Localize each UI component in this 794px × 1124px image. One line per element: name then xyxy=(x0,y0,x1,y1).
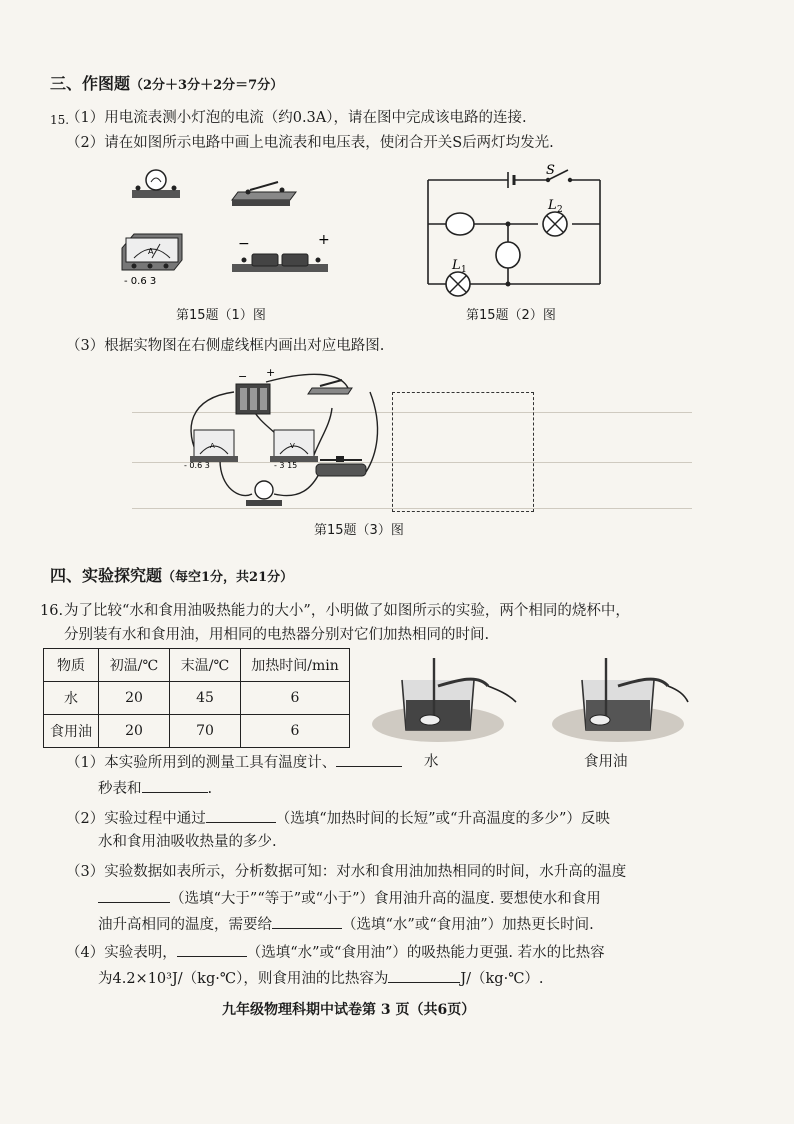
fig3-voltmeter xyxy=(270,430,318,462)
beaker-oil xyxy=(552,658,688,742)
battery-box xyxy=(236,384,270,414)
q16-s1-text: （1）本实验所用到的测量工具有温度计、 xyxy=(66,755,337,771)
table-cell: 食用油 xyxy=(44,715,99,748)
section-4-title: 四、实验探究题 xyxy=(50,566,163,585)
q16-s3-line3 xyxy=(98,914,594,935)
lamp-l1 xyxy=(446,272,470,296)
q16-s1-text-2: 秒表和 xyxy=(98,781,142,797)
battery-plus-label: + xyxy=(318,232,330,248)
q16-s1-end: . xyxy=(207,781,213,797)
fig15-1-components xyxy=(120,160,340,290)
l2-label: L xyxy=(548,198,557,213)
q16-s4-text: （4）实验表明， xyxy=(66,945,177,961)
fig3-minus-label: − xyxy=(238,370,248,383)
q15-number: 15. xyxy=(50,113,70,127)
q15-part2: （2）请在如图所示电路中画上电流表和电压表，使闭合开关S后两灯均发光. xyxy=(66,135,554,151)
table-cell: 20 xyxy=(99,682,170,715)
ammeter-component xyxy=(122,234,182,270)
lamp-l2 xyxy=(543,212,567,236)
beaker-water xyxy=(372,658,516,742)
table-row xyxy=(44,682,350,715)
fig15-2-circuit xyxy=(420,162,610,302)
q16-intro-2: 分别装有水和食用油，用相同的电热器分别对它们加热相同的时间. xyxy=(64,627,490,643)
q16-s3-text-2: （选填“大于”“等于”或“小于”）食用油升高的温度. 要想使水和食用 xyxy=(170,891,601,907)
fig15-3-caption: 第15题（3）图 xyxy=(314,523,404,538)
beaker-oil-label: 食用油 xyxy=(584,754,628,770)
q16-blank-1[interactable] xyxy=(336,752,402,767)
table-cell: 水 xyxy=(44,682,99,715)
fig3-switch xyxy=(308,380,352,394)
table-header: 物质 xyxy=(44,649,99,682)
q16-s3-line2 xyxy=(98,888,601,909)
table-header: 末温/℃ xyxy=(170,649,241,682)
battery-minus-label: − xyxy=(238,236,250,252)
l1-sub: 1 xyxy=(461,265,467,275)
section-3-title: 三、作图题 xyxy=(50,74,131,93)
battery-component xyxy=(232,254,328,272)
fig3-bulb xyxy=(246,481,282,506)
fig15-3-components xyxy=(180,368,380,516)
q16-s4-line2 xyxy=(98,968,544,989)
beaker-water-label: 水 xyxy=(424,754,439,770)
q16-s1-line2 xyxy=(98,778,212,799)
table-cell: 20 xyxy=(99,715,170,748)
q16-data-table xyxy=(43,648,350,748)
section-3-points: （2分＋3分＋2分＝7分） xyxy=(130,78,284,93)
meter-slot-middle xyxy=(496,242,520,268)
q15-part1: （1）用电流表测小灯泡的电流（约0.3A），请在图中完成该电路的连接. xyxy=(66,110,527,126)
q16-intro-1: 为了比较“水和食用油吸热能力的大小”，小明做了如图所示的实验，两个相同的烧杯中， xyxy=(64,603,630,619)
page-footer: 九年级物理科期中试卷第 3 页（共6页） xyxy=(222,1002,476,1018)
fig3-plus-label: + xyxy=(266,366,276,379)
table-header-row xyxy=(44,649,350,682)
q16-blank-6[interactable] xyxy=(177,942,247,957)
table-header: 初温/℃ xyxy=(99,649,170,682)
fig3-ammeter-scale: - 0.6 3 xyxy=(184,461,210,470)
q16-s2-text: （2）实验过程中通过 xyxy=(66,811,206,827)
q16-s2-line2: 水和食用油吸收热量的多少. xyxy=(98,834,277,850)
q16-number: 16. xyxy=(40,603,64,619)
q16-s2-line1 xyxy=(66,808,610,829)
l2-sub: 2 xyxy=(557,205,563,215)
fig15-2-caption: 第15题（2）图 xyxy=(466,308,556,323)
table-cell: 45 xyxy=(170,682,241,715)
meter-slot-left xyxy=(446,213,474,235)
l1-label: L xyxy=(452,258,461,273)
table-header: 加热时间/min xyxy=(241,649,350,682)
q16-s1-line1 xyxy=(66,752,402,773)
table-cell: 70 xyxy=(170,715,241,748)
q16-s3-text-4: （选填“水”或“食用油”）加热更长时间. xyxy=(342,917,594,933)
svg-text:A: A xyxy=(148,247,154,256)
circuit-answer-box[interactable] xyxy=(392,392,534,512)
table-cell: 6 xyxy=(241,715,350,748)
q16-s2-text-2: （选填“加热时间的长短”或“升高温度的多少”）反映 xyxy=(275,811,610,827)
fig3-voltmeter-letter: V xyxy=(290,442,295,450)
q16-blank-7[interactable] xyxy=(388,968,460,983)
q16-blank-3[interactable] xyxy=(206,808,276,823)
section-4-points: （每空1分，共21分） xyxy=(162,570,294,585)
fig15-1-caption: 第15题（1）图 xyxy=(176,308,266,323)
q16-s4-text-2: （选填“水”或“食用油”）的吸热能力更强. 若水的比热容 xyxy=(246,945,605,961)
section-3-heading xyxy=(50,74,283,96)
fig3-voltmeter-scale: - 3 15 xyxy=(274,461,298,470)
table-cell: 6 xyxy=(241,682,350,715)
q16-s4-line1 xyxy=(66,942,605,963)
q16-blank-5[interactable] xyxy=(272,914,342,929)
fig3-ammeter-letter: A xyxy=(210,442,215,450)
fig3-ammeter xyxy=(190,430,238,462)
q16-blank-2[interactable] xyxy=(142,778,208,793)
q16-blank-4[interactable] xyxy=(98,888,170,903)
switch-component xyxy=(232,182,296,206)
switch-s-label: S xyxy=(546,163,555,178)
q16-s4-text-3: 为4.2×10³J/（kg·℃），则食用油的比热容为 xyxy=(98,971,389,987)
beakers-illustration xyxy=(368,650,708,750)
table-row xyxy=(44,715,350,748)
section-4-heading xyxy=(50,566,293,588)
fig3-rheostat xyxy=(316,456,366,476)
q16-s4-text-4: J/（kg·℃）. xyxy=(460,971,544,987)
ammeter-scale-label: - 0.6 3 xyxy=(124,276,157,287)
q15-part3: （3）根据实物图在右侧虚线框内画出对应电路图. xyxy=(66,338,385,354)
q16-s3-text-3: 油升高相同的温度，需要给 xyxy=(98,917,272,933)
bulb-component xyxy=(132,170,180,198)
q16-s3-line1: （3）实验数据如表所示，分析数据可知：对水和食用油加热相同的时间，水升高的温度 xyxy=(66,864,627,880)
